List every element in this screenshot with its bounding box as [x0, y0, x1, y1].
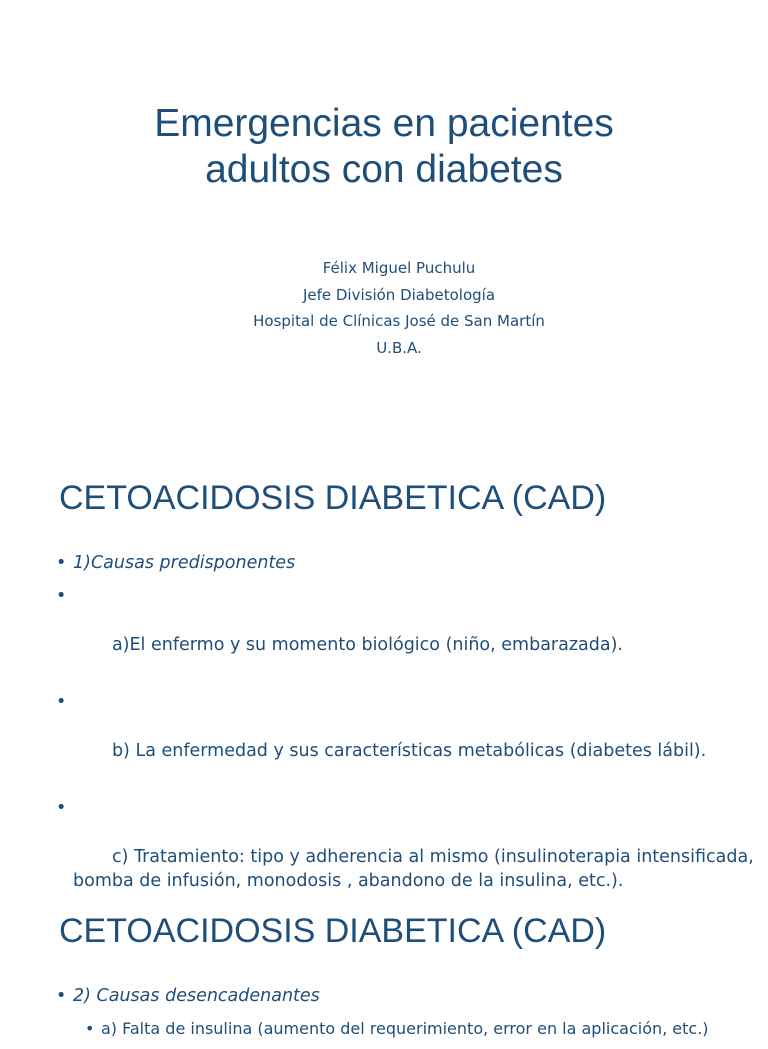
bullet-icon: •: [56, 797, 67, 818]
list-item: [56, 796, 760, 919]
author-position: Jefe División Diabetología: [302, 285, 496, 304]
list-item: [56, 1017, 756, 1042]
bullet-text: b) La enfermedad y sus características metabólicas (diabetes lábil).: [95, 740, 707, 761]
title-line-1: Emergencias en pacientes: [154, 102, 614, 145]
bullet-icon: •: [56, 691, 67, 712]
author-name: Félix Miguel Puchulu: [322, 259, 476, 277]
list-item: [56, 690, 756, 788]
bullet-text: a) Falta de insulina (aumento del requerimiento, error en la aplicación, etc.): [101, 1018, 709, 1038]
bullet-text: 2) Causas desencadenantes: [73, 986, 320, 1006]
slide3-heading: CETOACIDOSIS DIABETICA (CAD): [59, 912, 607, 950]
bullet-text: a)El enfermo y su momento biológico (niño, embarazada).: [95, 634, 623, 655]
bullet-icon: •: [85, 1018, 95, 1038]
slide2-heading: CETOACIDOSIS DIABETICA (CAD): [59, 479, 607, 517]
bullet-text: 1)Causas predisponentes: [73, 553, 296, 573]
list-item: [56, 984, 756, 1009]
author-university: U.B.A.: [376, 338, 422, 357]
bullet-icon: •: [56, 585, 67, 606]
slide2-bullet-list: [56, 551, 760, 926]
bullet-text: c) Tratamiento: tipo y adherencia al mismo (insulinoterapia intensificada, bomba de infusión, monodosis , abandono de la insulina, etc.).: [73, 846, 760, 891]
list-item: [56, 584, 756, 682]
bullet-icon: •: [56, 553, 67, 573]
list-item: [56, 551, 756, 576]
bullet-icon: •: [56, 986, 67, 1006]
slide3-bullet-list: [56, 984, 756, 1049]
author-info: [0, 255, 768, 361]
title-line-2: adultos con diabetes: [205, 148, 563, 191]
author-hospital: Hospital de Clínicas José de San Martín: [253, 312, 545, 330]
presentation-title: [0, 101, 768, 193]
